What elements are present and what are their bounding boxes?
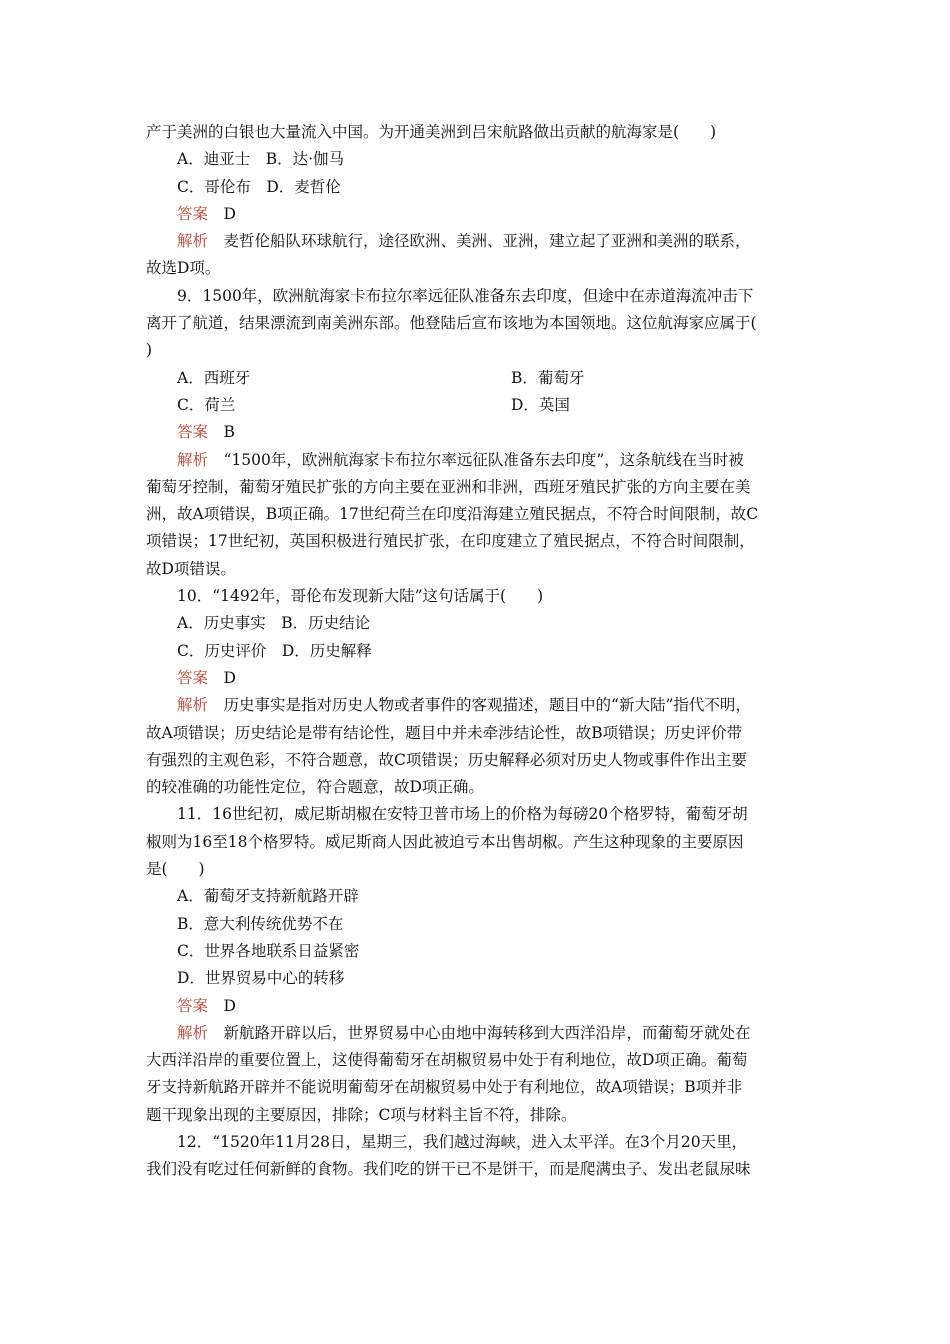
answer-tag: 答案	[177, 668, 209, 687]
q9-analysis-line: 故D项错误。	[146, 559, 236, 578]
q10-stem-line: 10．“1492年，哥伦布发现新大陆”这句话属于( )	[177, 587, 544, 606]
q11-analysis-line	[146, 1020, 806, 1047]
q11-stem-line: 是( )	[146, 860, 205, 879]
page-content	[146, 119, 806, 1184]
q9-answer	[146, 419, 806, 446]
q11-stem-line: 椒则为16至18个格罗特。威尼斯商人因此被迫亏本出售胡椒。产生这种现象的主要原因	[146, 832, 744, 851]
q11-option-d: D．世界贸易中心的转移	[177, 969, 345, 988]
answer-value: B	[208, 423, 235, 442]
answer-value: D	[208, 204, 236, 223]
q9-stem-line: 离开了航道，结果漂流到南美洲东部。他登陆后宣布该地为本国领地。这位航海家应属于(	[146, 314, 757, 333]
q9-analysis-line: 葡萄牙控制，葡萄牙殖民扩张的方向主要在亚洲和非洲，西班牙殖民扩张的方向主要在美	[146, 477, 751, 496]
q9-stem-line: )	[146, 341, 153, 360]
q9-analysis-line	[146, 447, 806, 474]
q11-stem-line: 11．16世纪初，威尼斯胡椒在安特卫普市场上的价格为每磅20个格罗特，葡萄牙胡	[177, 805, 748, 824]
answer-value: D	[208, 996, 236, 1015]
q9-option-a: A．西班牙	[177, 368, 251, 387]
q12-stem-line: 12．“1520年11月28日，星期三，我们越过海峡，进入太平洋。在3个月20天里，	[177, 1132, 748, 1151]
q9-analysis-line: 洲，故A项错误，B项正确。17世纪荷兰在印度沿海建立殖民据点，不符合时间限制，故C	[146, 505, 759, 524]
analysis-text: “1500年，欧洲航海家卡布拉尔率远征队准备东去印度”，这条航线在当时被	[208, 450, 744, 469]
answer-tag: 答案	[177, 996, 209, 1015]
q10-answer	[146, 665, 806, 692]
q8-analysis-line	[146, 228, 806, 255]
analysis-tag: 解析	[177, 1023, 209, 1042]
q9-analysis-line: 项错误；17世纪初，英国积极进行殖民扩张，在印度建立了殖民据点，不符合时间限制，	[146, 532, 755, 551]
analysis-text: 麦哲伦船队环球航行，途径欧洲、美洲、亚洲，建立起了亚洲和美洲的联系，	[208, 232, 751, 251]
q10-options-row-2: C．历史评价 D．历史解释	[177, 641, 372, 660]
q11-analysis-line: 牙支持新航路开辟并不能说明葡萄牙在胡椒贸易中处于有利地位，故A项错误；B项并非	[146, 1078, 743, 1097]
q11-answer	[146, 993, 806, 1020]
q8-options-row-1: A．迪亚士 B．达·伽马	[177, 150, 345, 169]
analysis-tag: 解析	[177, 232, 209, 251]
q9-stem-line: 9．1500年，欧洲航海家卡布拉尔率远征队准备东去印度，但途中在赤道海流冲击下	[177, 286, 754, 305]
q11-option-a: A．葡萄牙支持新航路开辟	[177, 887, 359, 906]
answer-value: D	[208, 668, 236, 687]
answer-tag: 答案	[177, 204, 209, 223]
q10-analysis-line: 的较准确的功能性定位，符合题意，故D项正确。	[146, 778, 484, 797]
q9-option-c: C．荷兰	[177, 395, 236, 414]
q10-analysis-line	[146, 692, 806, 719]
q8-analysis-line: 故选D项。	[146, 259, 221, 278]
q8-stem-line: 产于美洲的白银也大量流入中国。为开通美洲到吕宋航路做出贡献的航海家是( )	[146, 123, 717, 141]
q11-analysis-line: 大西洋沿岸的重要位置上，这使得葡萄牙在胡椒贸易中处于有利地位，故D项正确。葡萄	[146, 1051, 748, 1070]
q11-option-c: C．世界各地联系日益紧密	[177, 941, 360, 960]
q9-option-d: D．英国	[511, 395, 570, 414]
q10-analysis-line: 故A项错误；历史结论是带有结论性，题目中并未牵涉结论性，故B项错误；历史评价带	[146, 723, 743, 742]
q11-analysis-line: 题干现象出现的主要原因，排除；C项与材料主旨不符，排除。	[146, 1105, 577, 1124]
analysis-tag: 解析	[177, 450, 209, 469]
analysis-tag: 解析	[177, 696, 209, 715]
q8-answer	[146, 201, 806, 228]
q8-options-row-2: C．哥伦布 D．麦哲伦	[177, 177, 341, 196]
answer-tag: 答案	[177, 423, 209, 442]
q12-stem-line: 我们没有吃过任何新鲜的食物。我们吃的饼干已不是饼干，而是爬满虫子、发出老鼠尿味	[146, 1160, 751, 1179]
q9-options-row-1	[146, 365, 806, 392]
analysis-text: 新航路开辟以后，世界贸易中心由地中海转移到大西洋沿岸，而葡萄牙就处在	[208, 1023, 751, 1042]
q10-analysis-line: 有强烈的主观色彩，不符合题意，故C项错误；历史解释必须对历史人物或事件作出主要	[146, 750, 747, 769]
q9-option-b: B．葡萄牙	[511, 368, 585, 387]
q11-option-b: B．意大利传统优势不在	[177, 914, 344, 933]
analysis-text: 历史事实是指对历史人物或者事件的客观描述，题目中的“新大陆”指代不明，	[208, 696, 751, 715]
q10-options-row-1: A．历史事实 B．历史结论	[177, 614, 371, 633]
q9-options-row-2	[146, 392, 806, 419]
